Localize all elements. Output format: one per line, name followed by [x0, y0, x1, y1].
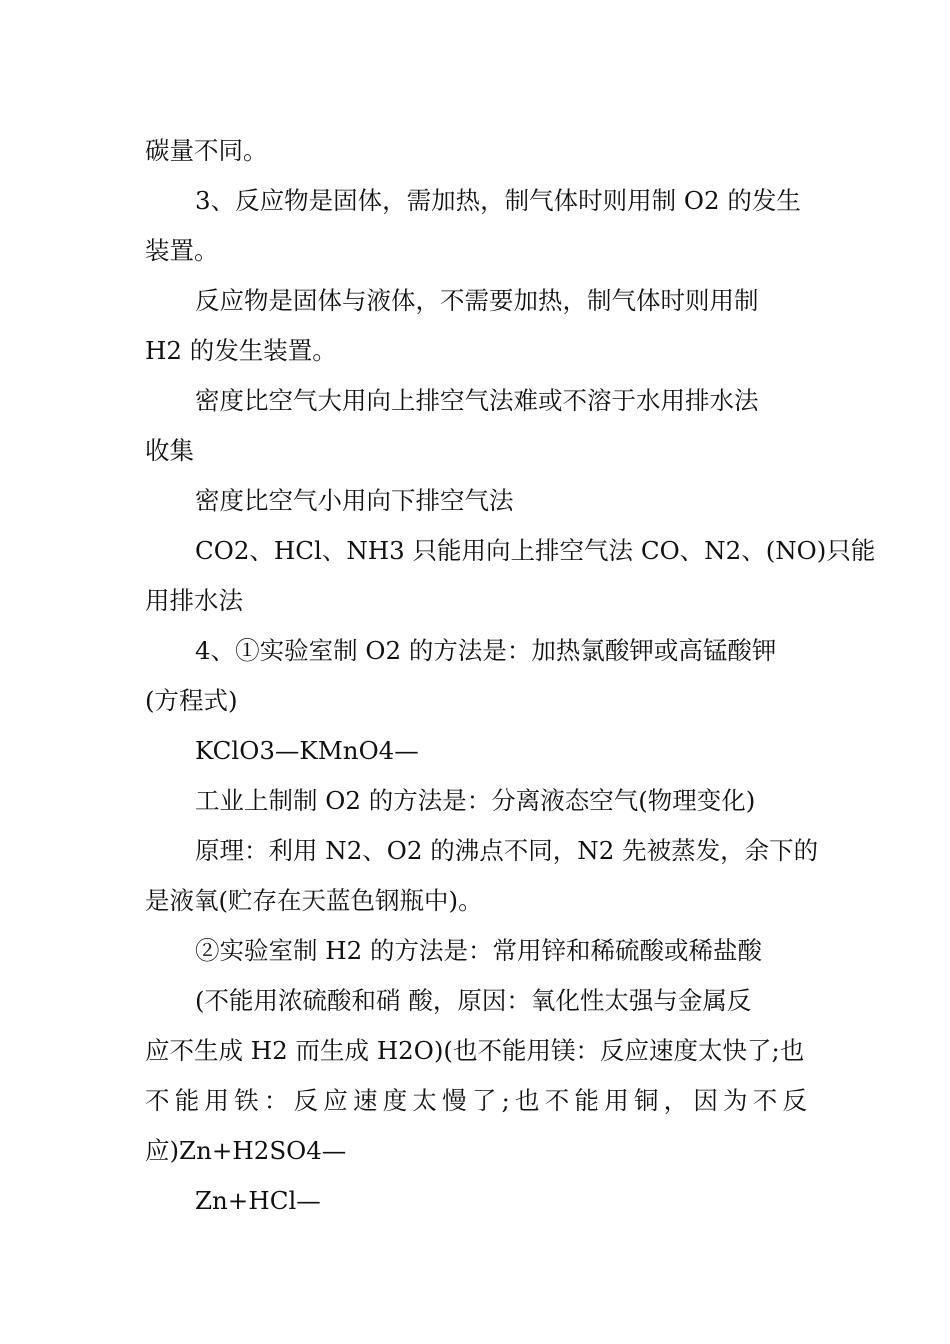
text-line-5: H2 的发生装置。 — [145, 336, 337, 365]
text-line-15: 原理：利用 N2、O2 的沸点不同，N2 先被蒸发，余下的 — [195, 836, 819, 865]
text-line-22: Zn+HCl— — [195, 1186, 321, 1215]
text-line-1: 碳量不同。 — [145, 136, 268, 165]
text-line-10: 用排水法 — [145, 586, 243, 615]
text-line-2: 3、反应物是固体，需加热，制气体时则用制 O2 的发生 — [195, 186, 801, 215]
text-line-11: 4、①实验室制 O2 的方法是：加热氯酸钾或高锰酸钾 — [195, 636, 777, 665]
text-line-13: KClO3—KMnO4— — [195, 736, 419, 765]
text-line-8: 密度比空气小用向下排空气法 — [195, 486, 514, 515]
text-line-20: 不能用铁：反应速度太慢了;也不能用铜，因为不反 — [145, 1086, 807, 1115]
text-line-17: ②实验室制 H2 的方法是：常用锌和稀硫酸或稀盐酸 — [195, 936, 763, 965]
text-line-14: 工业上制制 O2 的方法是：分离液态空气(物理变化) — [195, 786, 756, 815]
text-line-3: 装置。 — [145, 236, 219, 265]
document-body — [145, 126, 876, 1226]
text-line-6: 密度比空气大用向上排空气法难或不溶于水用排水法 — [195, 386, 759, 415]
text-line-19: 应不生成 H2 而生成 H2O)(也不能用镁：反应速度太快了;也 — [145, 1036, 805, 1065]
text-line-18: (不能用浓硫酸和硝 酸，原因：氧化性太强与金属反 — [195, 986, 752, 1015]
text-line-12: (方程式) — [145, 686, 238, 715]
text-line-9: CO2、HCl、NH3 只能用向上排空气法 CO、N2、(NO)只能 — [195, 536, 876, 565]
text-line-4: 反应物是固体与液体，不需要加热，制气体时则用制 — [195, 286, 759, 315]
text-line-7: 收集 — [145, 436, 194, 465]
text-line-21: 应)Zn+H2SO4— — [145, 1136, 347, 1165]
text-line-16: 是液氧(贮存在天蓝色钢瓶中)。 — [145, 886, 483, 915]
